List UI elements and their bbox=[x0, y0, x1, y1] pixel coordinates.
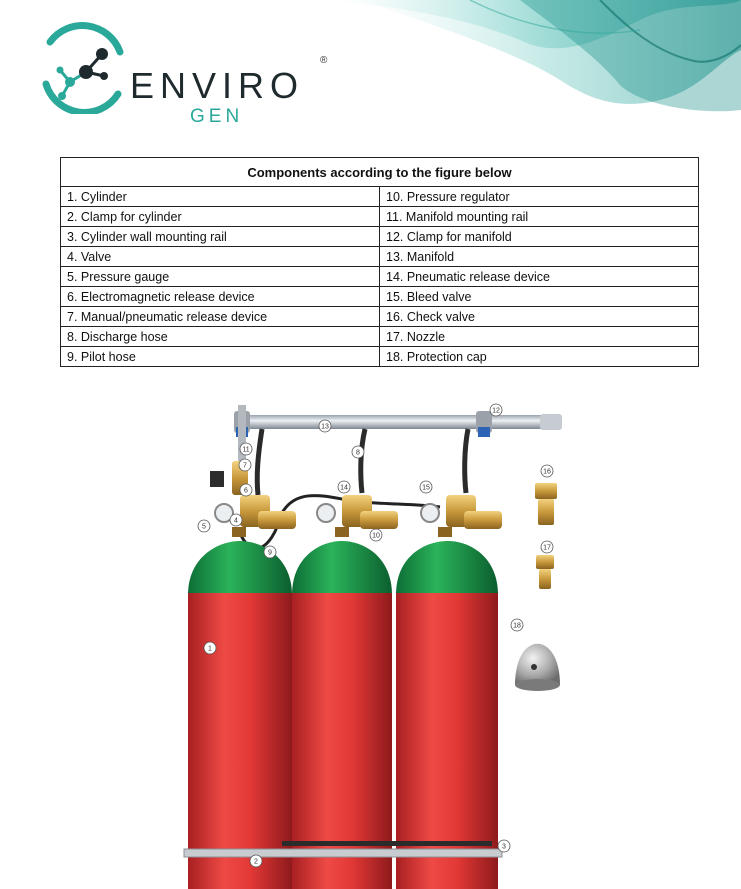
table-cell-left: 8. Discharge hose bbox=[61, 327, 380, 347]
callout-label: 1 bbox=[208, 645, 212, 653]
manifold-pipe bbox=[242, 415, 562, 429]
table-cell-right: 11. Manifold mounting rail bbox=[380, 207, 699, 227]
callout-label: 15 bbox=[422, 484, 430, 492]
table-cell-left: 3. Cylinder wall mounting rail bbox=[61, 227, 380, 247]
valve-assembly-3 bbox=[421, 495, 502, 537]
discharge-hose-1 bbox=[257, 429, 262, 495]
brand-name: ENVIRO bbox=[130, 65, 305, 106]
discharge-hose-3 bbox=[465, 429, 468, 493]
callout-5 bbox=[198, 520, 210, 532]
callout-2 bbox=[250, 855, 262, 867]
table-row bbox=[61, 227, 699, 247]
callout-3 bbox=[498, 840, 510, 852]
table-row bbox=[61, 267, 699, 287]
callout-label: 4 bbox=[234, 517, 238, 525]
callout-label: 17 bbox=[543, 544, 551, 552]
cylinder-2 bbox=[292, 541, 392, 889]
protection-cap-part bbox=[515, 644, 560, 691]
callout-label: 8 bbox=[356, 449, 360, 457]
table-title: Components according to the figure below bbox=[61, 158, 699, 187]
callout-label: 12 bbox=[492, 407, 500, 415]
callout-11 bbox=[240, 443, 252, 455]
callout-15 bbox=[420, 481, 432, 493]
manifold-end bbox=[540, 414, 562, 430]
callout-label: 6 bbox=[244, 487, 248, 495]
table-cell-right: 16. Check valve bbox=[380, 307, 699, 327]
callout-label: 3 bbox=[502, 843, 506, 851]
callout-label: 7 bbox=[243, 462, 247, 470]
table-cell-right: 15. Bleed valve bbox=[380, 287, 699, 307]
callout-label: 5 bbox=[202, 523, 206, 531]
callout-label: 14 bbox=[340, 484, 348, 492]
callout-7 bbox=[239, 459, 251, 471]
cylinder-clamp bbox=[184, 849, 502, 857]
callout-label: 2 bbox=[254, 858, 258, 866]
check-valve-part bbox=[535, 483, 557, 525]
callout-1 bbox=[204, 642, 216, 654]
table-cell-left: 6. Electromagnetic release device bbox=[61, 287, 380, 307]
callout-label: 16 bbox=[543, 468, 551, 476]
table-cell-right: 14. Pneumatic release device bbox=[380, 267, 699, 287]
callout-18 bbox=[511, 619, 523, 631]
table-cell-left: 7. Manual/pneumatic release device bbox=[61, 307, 380, 327]
callout-label: 18 bbox=[513, 622, 521, 630]
discharge-hose-2 bbox=[361, 429, 365, 493]
system-figure bbox=[170, 395, 590, 889]
callout-label: 11 bbox=[242, 446, 250, 454]
callout-8 bbox=[352, 446, 364, 458]
callout-label: 13 bbox=[321, 423, 329, 431]
wall-mounting-rail bbox=[282, 841, 492, 846]
cylinder-1 bbox=[188, 541, 292, 889]
cylinder-3 bbox=[396, 541, 498, 889]
molecule-logo-icon bbox=[38, 22, 128, 114]
table-row bbox=[61, 307, 699, 327]
callout-6 bbox=[240, 484, 252, 496]
nozzle-part bbox=[536, 555, 554, 589]
valve-assembly-1 bbox=[210, 461, 296, 537]
table-cell-left: 1. Cylinder bbox=[61, 187, 380, 207]
table-cell-right: 10. Pressure regulator bbox=[380, 187, 699, 207]
table-row bbox=[61, 347, 699, 367]
brand-sub: GEN bbox=[190, 106, 244, 127]
callout-10 bbox=[370, 529, 382, 541]
table-row bbox=[61, 247, 699, 267]
components-table bbox=[60, 157, 699, 367]
callout-17 bbox=[541, 541, 553, 553]
table-cell-right: 18. Protection cap bbox=[380, 347, 699, 367]
table-header-row bbox=[61, 158, 699, 187]
callout-12 bbox=[490, 404, 502, 416]
brand-logo bbox=[38, 22, 338, 127]
table-row bbox=[61, 287, 699, 307]
callout-label: 10 bbox=[372, 532, 380, 540]
manifold-clamp-blue-right bbox=[478, 427, 490, 437]
table-row bbox=[61, 207, 699, 227]
table-cell-left: 9. Pilot hose bbox=[61, 347, 380, 367]
table-cell-right: 13. Manifold bbox=[380, 247, 699, 267]
callout-14 bbox=[338, 481, 350, 493]
table-cell-right: 17. Nozzle bbox=[380, 327, 699, 347]
table-cell-left: 2. Clamp for cylinder bbox=[61, 207, 380, 227]
table-cell-left: 4. Valve bbox=[61, 247, 380, 267]
callout-16 bbox=[541, 465, 553, 477]
table-cell-right: 12. Clamp for manifold bbox=[380, 227, 699, 247]
registered-mark: ® bbox=[320, 55, 328, 66]
valve-assembly-2 bbox=[317, 495, 398, 540]
callout-13 bbox=[319, 420, 331, 432]
callout-label: 9 bbox=[268, 549, 272, 557]
callout-9 bbox=[264, 546, 276, 558]
table-row bbox=[61, 187, 699, 207]
table-row bbox=[61, 327, 699, 347]
callout-4 bbox=[230, 514, 242, 526]
table-cell-left: 5. Pressure gauge bbox=[61, 267, 380, 287]
